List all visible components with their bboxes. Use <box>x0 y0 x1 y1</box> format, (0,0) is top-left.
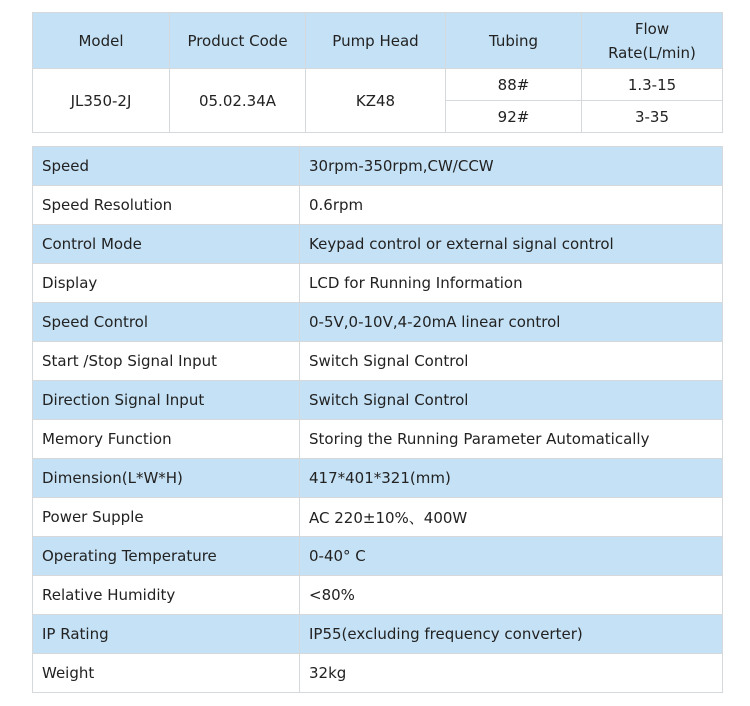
model-table-row <box>33 69 723 101</box>
spec-label: Weight <box>33 654 300 693</box>
spec-value: 0-5V,0-10V,4-20mA linear control <box>300 303 723 342</box>
spec-table <box>32 146 723 693</box>
spec-label: Start /Stop Signal Input <box>33 342 300 381</box>
spec-value: Switch Signal Control <box>300 381 723 420</box>
spec-value: Switch Signal Control <box>300 342 723 381</box>
spec-label: Speed Control <box>33 303 300 342</box>
spec-value: 32kg <box>300 654 723 693</box>
spec-label: Direction Signal Input <box>33 381 300 420</box>
header-flow-rate-line1: Flow <box>634 19 670 38</box>
spec-row <box>33 576 723 615</box>
header-flow-rate-line2: Rate(L/min) <box>608 43 696 62</box>
spec-value: 0-40° C <box>300 537 723 576</box>
header-flow-rate <box>582 13 723 69</box>
header-product-code: Product Code <box>170 13 306 69</box>
spec-value: Keypad control or external signal control <box>300 225 723 264</box>
spec-row <box>33 654 723 693</box>
model-table-header-row <box>33 13 723 69</box>
header-model: Model <box>33 13 170 69</box>
spec-row <box>33 420 723 459</box>
spec-value: <80% <box>300 576 723 615</box>
spec-row <box>33 186 723 225</box>
spec-row <box>33 225 723 264</box>
spec-row <box>33 381 723 420</box>
spec-value: LCD for Running Information <box>300 264 723 303</box>
spec-value: Storing the Running Parameter Automatically <box>300 420 723 459</box>
spec-row <box>33 342 723 381</box>
spec-label: Relative Humidity <box>33 576 300 615</box>
header-pump-head: Pump Head <box>306 13 446 69</box>
spec-label: Speed <box>33 147 300 186</box>
spec-value: 417*401*321(mm) <box>300 459 723 498</box>
spec-label: Memory Function <box>33 420 300 459</box>
spec-value: IP55(excluding frequency converter) <box>300 615 723 654</box>
spec-value: 30rpm-350rpm,CW/CCW <box>300 147 723 186</box>
model-cell: JL350-2J <box>33 69 170 133</box>
spec-row <box>33 303 723 342</box>
tubing-cell: 92# <box>446 101 582 133</box>
product-code-cell: 05.02.34A <box>170 69 306 133</box>
spec-label: Power Supple <box>33 498 300 537</box>
flow-rate-cell: 3-35 <box>582 101 723 133</box>
spec-row <box>33 264 723 303</box>
spec-label: Dimension(L*W*H) <box>33 459 300 498</box>
spec-row <box>33 459 723 498</box>
spec-label: Control Mode <box>33 225 300 264</box>
pump-head-cell: KZ48 <box>306 69 446 133</box>
header-tubing: Tubing <box>446 13 582 69</box>
spec-row <box>33 615 723 654</box>
spec-label: Speed Resolution <box>33 186 300 225</box>
spec-value: AC 220±10%、400W <box>300 498 723 537</box>
spec-row <box>33 537 723 576</box>
spec-label: Display <box>33 264 300 303</box>
spec-label: Operating Temperature <box>33 537 300 576</box>
model-table <box>32 12 723 133</box>
spec-label: IP Rating <box>33 615 300 654</box>
flow-rate-cell: 1.3-15 <box>582 69 723 101</box>
spec-row <box>33 147 723 186</box>
spec-row <box>33 498 723 537</box>
tubing-cell: 88# <box>446 69 582 101</box>
spec-value: 0.6rpm <box>300 186 723 225</box>
